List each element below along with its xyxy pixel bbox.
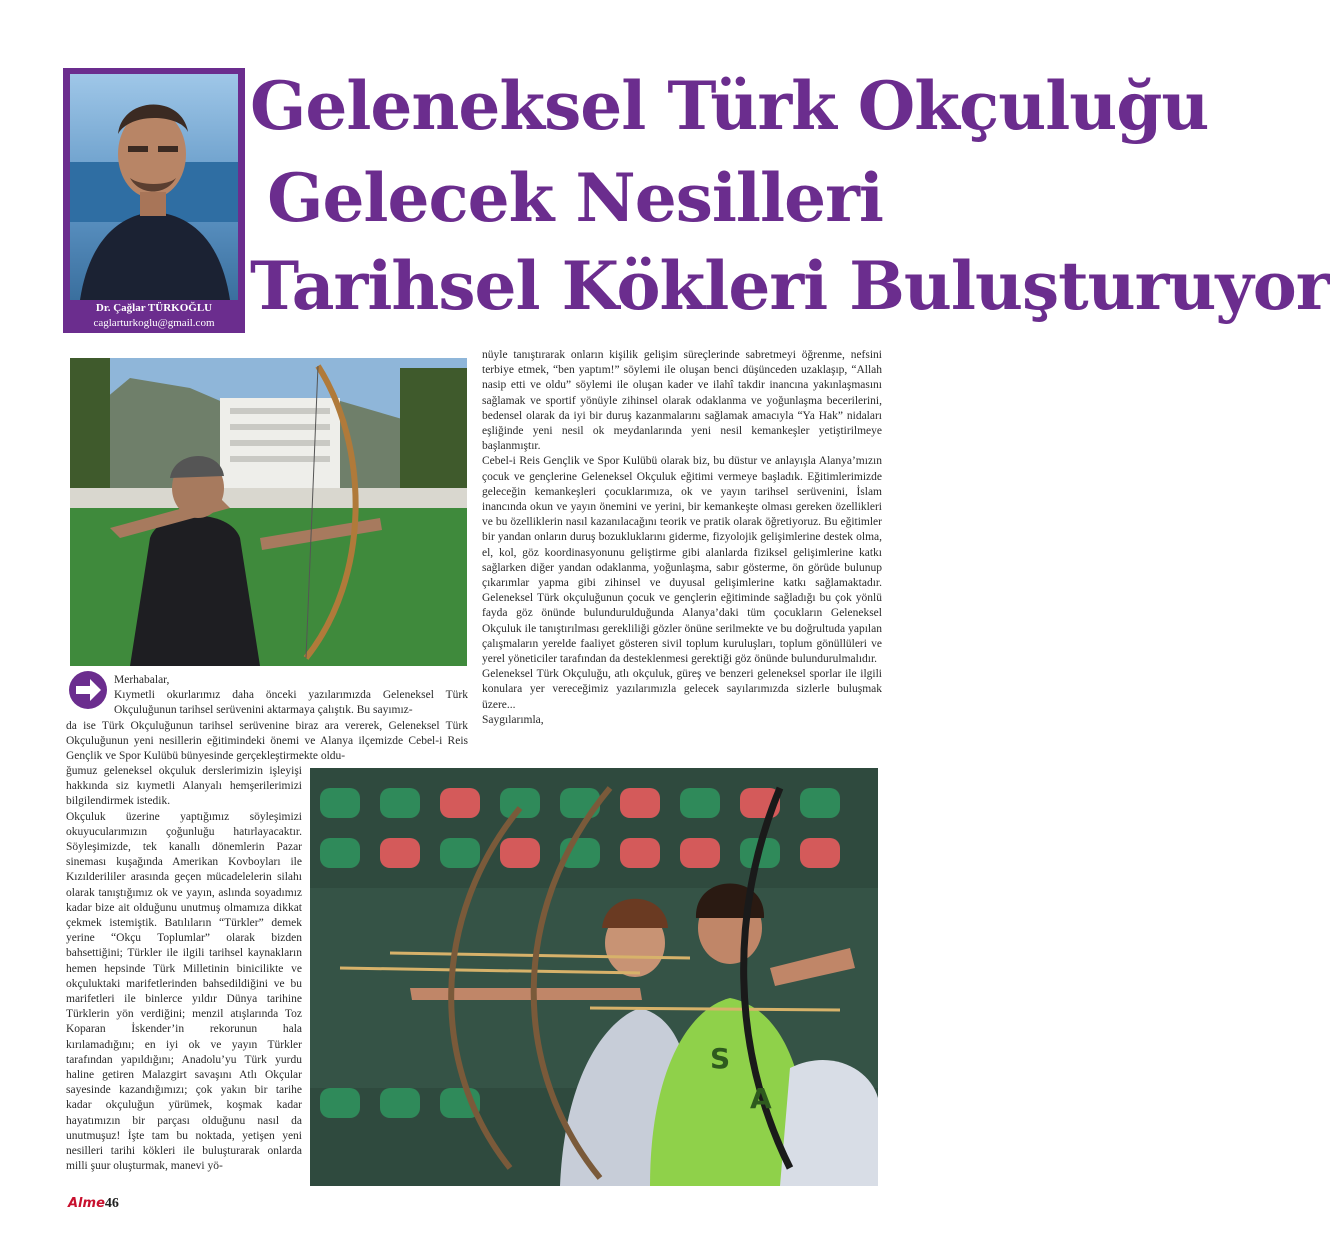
paragraph: Geleneksel Türk Okçuluğu, atlı okçuluk, güreş ve benzeri geleneksel sporlar ile ilgili konulara yer vereceğimiz yazılarımızla gelecek sayılarımızda sizlerle buluşmak üzere... bbox=[482, 668, 882, 711]
page-footer bbox=[68, 1196, 119, 1212]
title-line-2: Gelecek Nesilleri bbox=[267, 159, 883, 237]
author-email[interactable]: caglarturkoglu@gmail.com bbox=[93, 317, 215, 329]
magazine-logo: Alme bbox=[68, 1196, 105, 1211]
right-column-text bbox=[482, 348, 882, 728]
intro-indented: Kıymetli okurlarımız daha önceki yazılarımızda Geleneksel Türk Okçuluğunun tarihsel serüvenini aktarmaya çalıştık. Bu sayımız- bbox=[114, 689, 468, 717]
author-photo bbox=[70, 74, 238, 300]
paragraph: Cebel-i Reis Gençlik ve Spor Kulübü olarak biz, bu düstur ve anlayışla Alanya’mızın çocuk ve gençlerine Geleneksel Okçuluk eğitimi vermeye başladık. Eğitimlerimizde geleceğin kemankeşleri çocuklarımıza, ok ve yayın tarihsel serüvenini, İslam inancında okun ve yayın önemini ve yerini, bir kemankeşte olması gereken özellikleri ve bu özelliklerin nasıl kazanılacağını teorik ve pratik olarak öğretiyoruz. Bu eğitimler bir yandan onların duruş bozukluklarını giderme, fizyolojik gelişimlerine destek olma, el, kol, göz koordinasyonunu geliştirme gibi alanlarda fiziksel gelişimlerine katkı sağlarken diğer yandan odaklanma, yoğunlaşma, sabır gösterme, ön görüde bulunup çıkarımlar yapma gibi zihinsel ve duyusal gelişimlerine katkı sağlamaktadır. Geleneksel Türk okçuluğunun çocuk ve gençlerin eğitiminde sağladığı bu çok yönlü fayda göz önünde bulundurulduğunda Alanya’daki tüm çocukların Geleneksel Okçuluk ile tanıştırılması gerekliliği gözler önüne serilmekte ve bu doğrultuda yapılan çalışmaların yerelde faaliyet gösteren sivil toplum kuruluşları, toplum gönüllüleri ve yerel yöneticiler tarafından da desteklenmesi gerektiği göz önünde bulundurulmalıdır. bbox=[482, 455, 882, 666]
title-line-3: Tarihsel Kökleri Buluşturuyor bbox=[250, 247, 1330, 325]
children-archers-photo bbox=[310, 768, 878, 1186]
svg-text:S: S bbox=[710, 1042, 731, 1075]
closing-sign-off: Saygılarımla, bbox=[482, 713, 544, 726]
left-narrow-column bbox=[66, 764, 302, 1174]
archer-field-photo bbox=[70, 358, 467, 666]
paragraph: nüyle tanıştırarak onların kişilik gelişim süreçlerinde sabretmeyi öğrenme, nefsini terbiye etmek, “ben yaptım!” söylemi ile oluşan benci düşünceden uzaklaşıp, “Allah nasip etti ve oldu” söylemi ile oluşan kader ve ilahî takdir inancına yakınlaşmasını sağlamak ve sportif yönüyle zihinsel olarak odaklanma ve yoğunlaşma becerilerini, bedensel olarak da iyi bir duruş kazanmalarını sağlamak amacıyla “Ya Hak” nidaları eşliğinde yeni nesil ok meydanlarında yeni nesil kemankeşler yetiştirilmeye başlanmıştır. bbox=[482, 349, 882, 453]
page-number: 46 bbox=[104, 1196, 119, 1211]
author-name: Dr. Çağlar TÜRKOĞLU bbox=[95, 302, 213, 314]
intro-text bbox=[66, 673, 468, 764]
intro-full: da ise Türk Okçuluğunun tarihsel serüvenine biraz ara vererek, Geleneksel Türk Okçuluğunun yeni nesillerin eğitimindeki önemi ve Alanya ilçemizde Cebel-i Reis Gençlik ve Spor Kulübü bünyesinde gerçekleştirmekte oldu- bbox=[66, 719, 468, 763]
title-line-1: Geleneksel Türk Okçuluğu bbox=[250, 67, 1209, 145]
svg-text:A: A bbox=[750, 1082, 772, 1115]
greeting: Merhabalar, bbox=[114, 674, 170, 686]
paragraph: ğumuz geleneksel okçuluk derslerimizin işleyişi hakkında siz kıymetli Alanyalı hemşerilerimizi bilgilendirmek istedik. bbox=[66, 765, 302, 808]
paragraph: Okçuluk üzerine yaptığımız söyleşimizi okuyucularımızın çoğunluğu hatırlayacaktır. Söyleşimizde, tek kanallı dönemlerin Pazar sineması kuşağında Amerikan Kovboyları ile Kızılderililer arasında geçen mücadelelerin silahı olarak tanıştığımız ok ve yayın, aslında soyadımız kadar bize ait olduğunu unutmuş olmamıza dikkat çekmek istemiştik. Batılıların “Türkler” demek yerine “Okçu Toplumlar” olarak bizden bahsettiğini; Türkler ile ilgili tarihsel kaynakların hemen hepsinde Türk Milletinin binicilikte ve okçuluktaki marifetlerinden bahsedildiğini ve bu marifetleri ile binlerce yıldır Dünya tarihine Türklerin yön verdiğini; menzil atışlarında Toz Koparan İskender’in rekorunun hala kırılamadığını; en iyi ok ve yayın Türkler tarafından yapıldığını; Anadolu’yu Türk yurdu haline getiren Malazgirt savaşını Atlı Okçular sayesinde kazandığımızı; çok yakın bir tarihe kadar okçuluğun yürümek, koşmak kadar hayatımızın bir parçası olduğunu nasıl da unutmuşuz! İşte tam bu noktada, yetişen yeni nesilleri tarihi kökleri ile buluşturarak onlarda milli şuur oluşturmak, manevi yö- bbox=[66, 810, 302, 1173]
